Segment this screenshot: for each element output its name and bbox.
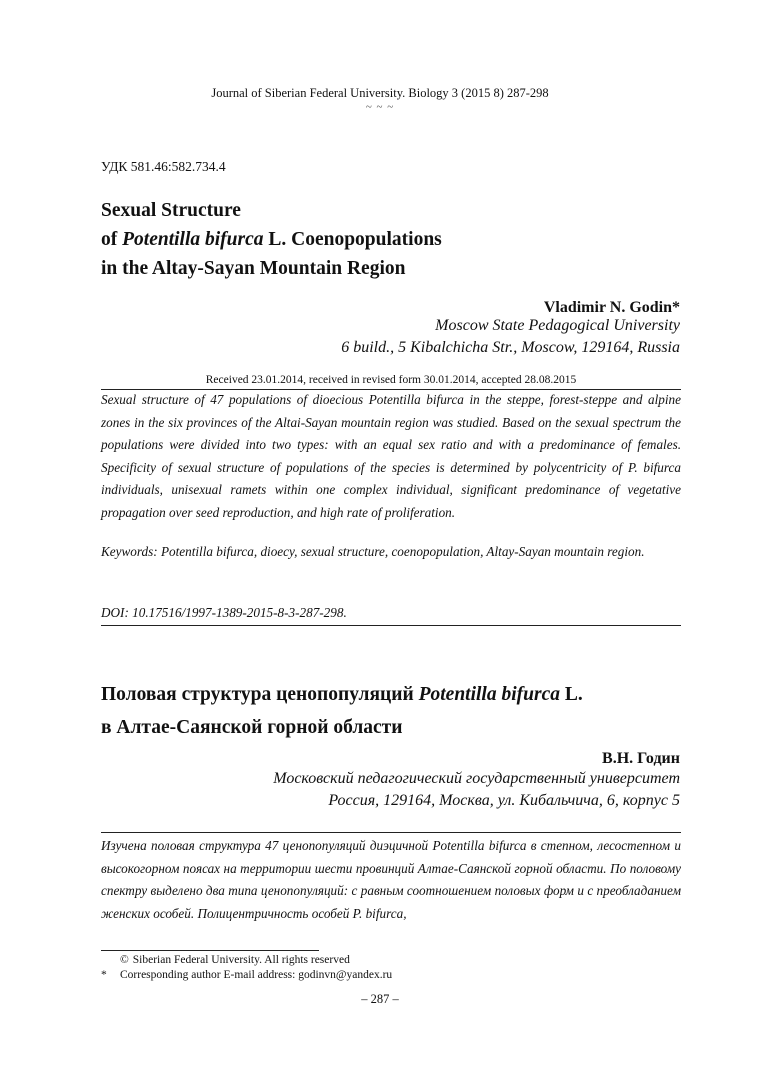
corresponding-author-footnote: * Corresponding author E-mail address: godinvn@yandex.ru <box>101 969 393 981</box>
doi: DOI: 10.17516/1997-1389-2015-8-3-287-298. <box>101 605 347 620</box>
copyright-footnote: © Siberian Federal University. All rights reserved <box>120 954 350 966</box>
address-en: 6 build., 5 Kibalchicha Str., Moscow, 129164, Russia <box>341 339 680 356</box>
keywords: Keywords: Potentilla bifurca, dioecy, sexual structure, coenopopulation, Altay-Sayan mountain region. <box>101 544 645 559</box>
udk-code: УДК 581.46:582.734.4 <box>101 159 226 174</box>
footnote-rule <box>101 950 319 951</box>
page-number: – 287 – <box>361 992 399 1006</box>
address-ru: Россия, 129164, Москва, ул. Кибальчича, 6, корпус 5 <box>328 792 680 809</box>
species-name-ru: Potentilla bifurca <box>418 684 560 705</box>
abstract-ru-top-rule <box>101 832 681 833</box>
abstract-ru: Изучена половая структура 47 ценопопуляций диэцичной Potentilla bifurca в степном, лесостепном и высокогорном поясах на территории шести провинций Алтае-Саянской горной области. По половому спектру выделено два типа ценопопуляций: с равным соотношением половых форм и с преобладанием женских особей. Полицентричность особей P. bifurca, <box>101 838 681 921</box>
article-title-ru <box>101 678 701 744</box>
affiliation-ru: Московский педагогический государственный университет <box>273 770 680 787</box>
author-name-ru: В.Н. Годин <box>602 750 680 767</box>
title-ru-line-2: в Алтае-Саянской горной области <box>101 717 403 738</box>
abstract-en: Sexual structure of 47 populations of dioecious Potentilla bifurca in the steppe, forest-steppe and alpine zones in the six provinces of the Altai-Sayan mountain region was studied. Based on the sexual spectrum the populations were divided into two types: with an equal sex ratio and with a predominance of females. Specificity of sexual structure of populations of the species is determined by polycentricity of P. bifurca individuals, unisexual ramets within one complex individual, significant predominance of vegetative propagation over seed reproduction, and high rate of proliferation. <box>101 392 681 520</box>
received-dates: Received 23.01.2014, received in revised form 30.01.2014, accepted 28.08.2015 <box>205 374 577 386</box>
title-en-line-3: in the Altay-Sayan Mountain Region <box>101 258 406 279</box>
author-name-en: Vladimir N. Godin* <box>543 299 680 316</box>
affiliation-en: Moscow State Pedagogical University <box>435 317 680 334</box>
header-ornament: ~ ~ ~ <box>365 101 395 113</box>
title-en-line-2: of Potentilla bifurca L. Coenopopulations <box>101 229 442 250</box>
species-name: Potentilla bifurca <box>122 229 264 250</box>
title-ru-line-1: Половая структура ценопопуляций Potentilla bifurca L. <box>101 684 583 705</box>
journal-header: Journal of Siberian Federal University. Biology 3 (2015 8) 287-298 <box>211 86 549 100</box>
abstract-bottom-rule <box>101 625 681 626</box>
title-en-line-1: Sexual Structure <box>101 200 241 221</box>
article-title-en <box>101 196 701 283</box>
